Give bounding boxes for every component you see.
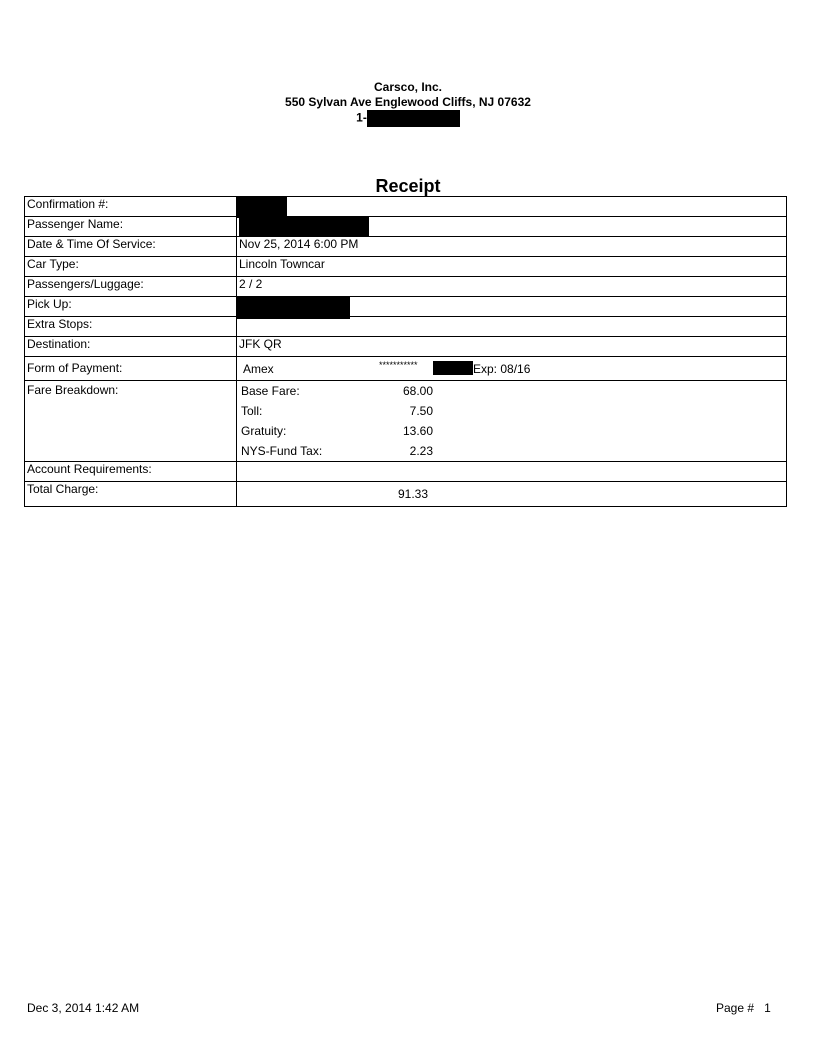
label-passengers-luggage: Passengers/Luggage:	[25, 277, 237, 297]
confirmation-redaction	[237, 196, 287, 218]
value-datetime: Nov 25, 2014 6:00 PM	[237, 237, 787, 257]
receipt-table	[24, 196, 787, 507]
label-confirmation: Confirmation #:	[25, 197, 237, 217]
company-header	[0, 80, 816, 127]
label-passenger: Passenger Name:	[25, 217, 237, 237]
company-phone	[356, 110, 460, 127]
label-pickup: Pick Up:	[25, 297, 237, 317]
value-pickup	[237, 297, 787, 317]
label-car-type: Car Type:	[25, 257, 237, 277]
page-title: Receipt	[375, 176, 441, 196]
row-destination	[25, 337, 787, 357]
page-number	[716, 1001, 771, 1015]
fare-item	[239, 441, 784, 461]
fare-item-label: Toll:	[241, 404, 263, 418]
row-total-charge	[25, 482, 787, 507]
row-fare-breakdown	[25, 381, 787, 462]
label-fare-breakdown: Fare Breakdown:	[25, 381, 237, 462]
label-account-requirements: Account Requirements:	[25, 462, 237, 482]
fare-item-value: 7.50	[409, 404, 433, 418]
value-account-requirements	[237, 462, 787, 482]
label-destination: Destination:	[25, 337, 237, 357]
passenger-redaction	[239, 217, 369, 236]
fare-item	[239, 401, 784, 421]
fare-item-label: NYS-Fund Tax:	[241, 444, 323, 458]
row-account-requirements	[25, 462, 787, 482]
value-car-type: Lincoln Towncar	[237, 257, 787, 277]
row-passenger	[25, 217, 787, 237]
payment-expiry: Exp: 08/16	[473, 362, 531, 376]
row-passengers-luggage	[25, 277, 787, 297]
value-payment	[237, 357, 787, 381]
value-confirmation	[237, 197, 787, 217]
row-confirmation	[25, 197, 787, 217]
pickup-redaction	[237, 297, 350, 319]
company-address: 550 Sylvan Ave Englewood Cliffs, NJ 07632	[285, 95, 531, 109]
row-payment	[25, 357, 787, 381]
page-label: Page #	[716, 1001, 755, 1015]
fare-item	[239, 381, 784, 401]
value-fare-breakdown	[237, 381, 787, 462]
row-pickup	[25, 297, 787, 317]
payment-card-type: Amex	[243, 362, 274, 376]
company-name: Carsco, Inc.	[373, 80, 443, 94]
page-number-value: 1	[764, 1001, 771, 1015]
fare-item-label: Base Fare:	[241, 384, 300, 398]
payment-redaction	[433, 361, 473, 375]
fare-item-value: 68.00	[402, 384, 433, 398]
fare-item-label: Gratuity:	[241, 424, 287, 438]
phone-prefix: 1-	[356, 110, 367, 125]
row-datetime	[25, 237, 787, 257]
printed-timestamp: Dec 3, 2014 1:42 AM	[27, 1001, 140, 1015]
value-destination: JFK QR	[237, 337, 787, 357]
value-extra-stops	[237, 317, 787, 337]
value-passenger	[237, 217, 787, 237]
fare-item-value: 2.23	[409, 444, 433, 458]
payment-masked-number: ***********	[379, 360, 418, 370]
fare-item-value: 13.60	[402, 424, 433, 438]
fare-item	[239, 421, 784, 441]
value-total-charge: 91.33	[237, 482, 787, 507]
row-extra-stops	[25, 317, 787, 337]
label-payment: Form of Payment:	[25, 357, 237, 381]
value-passengers-luggage: 2 / 2	[237, 277, 787, 297]
label-total-charge: Total Charge:	[25, 482, 237, 507]
label-datetime: Date & Time Of Service:	[25, 237, 237, 257]
label-extra-stops: Extra Stops:	[25, 317, 237, 337]
row-car-type	[25, 257, 787, 277]
phone-redaction	[367, 110, 460, 127]
